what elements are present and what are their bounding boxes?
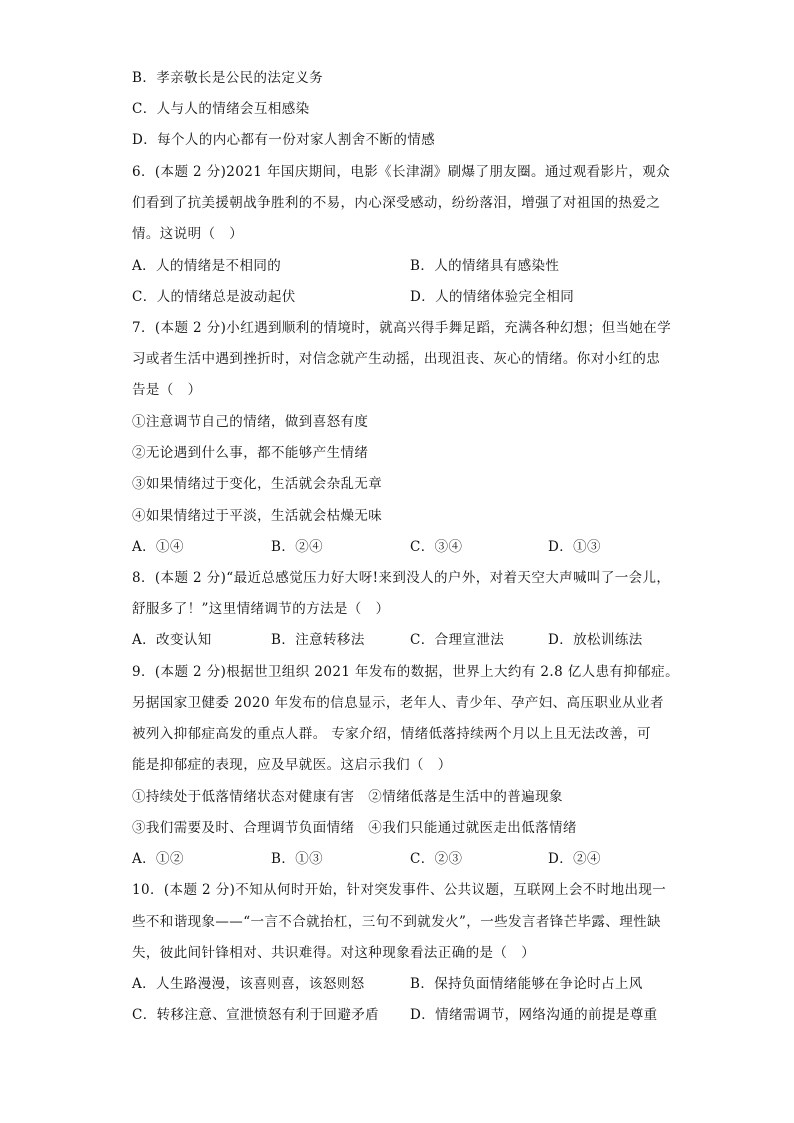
q9-option-a: A．①② bbox=[132, 851, 184, 867]
q10-option-a: A．人生路漫漫，该喜则喜，该怒则怒 bbox=[132, 976, 365, 992]
q7-stem-line: 习或者生活中遇到挫折时，对信念就产生动摇，出现沮丧、灰心的情绪。你对小红的忠 bbox=[132, 351, 661, 367]
q10-stem-line: 失，彼此间针锋相对、共识难得。对这种现象看法正确的是（ ） bbox=[132, 945, 536, 961]
q6-option-d: D．人的情绪体验完全相同 bbox=[410, 289, 575, 305]
q5-option-b: B．孝亲敬长是公民的法定义务 bbox=[132, 70, 324, 86]
q7-option-d: D．①③ bbox=[548, 539, 601, 555]
q6-stem-line: 6．(本题 2 分)2021 年国庆期间，电影《长津湖》刷爆了朋友圈。通过观看影片，观众 bbox=[132, 164, 671, 180]
q9-option-b: B．①③ bbox=[271, 851, 324, 867]
q10-option-b: B．保持负面情绪能够在争论时占上风 bbox=[410, 976, 643, 992]
q8-option-c: C．合理宣泄法 bbox=[410, 632, 505, 648]
q6-stem-line: 情。这说明（ ） bbox=[132, 226, 244, 242]
q7-stem-line: 7．(本题 2 分)小红遇到顺利的情境时，就高兴得手舞足蹈，充满各种幻想；但当她在学 bbox=[132, 320, 672, 336]
q9-statement: ①持续处于低落情绪状态对健康有害 ②情绪低落是生活中的普遍现象 bbox=[132, 789, 563, 805]
q8-option-a: A．改变认知 bbox=[132, 632, 212, 648]
q6-stem-line: 们看到了抗美援朝战争胜利的不易，内心深受感动，纷纷落泪，增强了对祖国的热爱之 bbox=[132, 195, 661, 211]
q6-option-c: C．人的情绪总是波动起伏 bbox=[132, 289, 296, 305]
q7-statement: ④如果情绪过于平淡，生活就会枯燥无味 bbox=[132, 508, 383, 524]
q10-option-d: D．情绪需调节，网络沟通的前提是尊重 bbox=[410, 1007, 658, 1023]
q7-statement: ①注意调节自己的情绪，做到喜怒有度 bbox=[132, 414, 369, 430]
q8-stem-line: 舒服多了！”这里情绪调节的方法是（ ） bbox=[132, 601, 390, 617]
q7-stem-line: 告是（ ） bbox=[132, 382, 202, 398]
q7-option-c: C．③④ bbox=[410, 539, 463, 555]
q9-statement: ③我们需要及时、合理调节负面情绪 ④我们只能通过就医走出低落情绪 bbox=[132, 820, 577, 836]
q8-stem-line: 8．(本题 2 分)“最近总感觉压力好大呀!来到没人的户外，对着天空大声喊叫了一会儿， bbox=[132, 570, 671, 586]
q9-stem-line: 9．(本题 2 分)根据世卫组织 2021 年发布的数据，世界上大约有 2.8 亿人患有抑郁症。 bbox=[132, 664, 679, 680]
q7-statement: ②无论遇到什么事，都不能够产生情绪 bbox=[132, 445, 369, 461]
q7-statement: ③如果情绪过于变化，生活就会杂乱无章 bbox=[132, 476, 383, 492]
q8-option-b: B．注意转移法 bbox=[271, 632, 365, 648]
q6-option-b: B．人的情绪具有感染性 bbox=[410, 258, 560, 274]
q10-stem-line: 10．(本题 2 分)不知从何时开始，针对突发事件、公共议题，互联网上会不时地出现一 bbox=[132, 882, 667, 898]
q10-stem-line: 些不和谐现象——“一言不合就抬杠，三句不到就发火”，一些发言者锋芒毕露、理性缺 bbox=[132, 914, 661, 930]
q9-option-d: D．②④ bbox=[548, 851, 601, 867]
q10-option-c: C．转移注意、宣泄愤怒有利于回避矛盾 bbox=[132, 1007, 380, 1023]
q7-option-b: B．②④ bbox=[271, 539, 324, 555]
q9-option-c: C．②③ bbox=[410, 851, 463, 867]
q6-option-a: A．人的情绪是不相同的 bbox=[132, 258, 282, 274]
q5-option-d: D．每个人的内心都有一份对家人割舍不断的情感 bbox=[132, 132, 436, 148]
q7-option-a: A．①④ bbox=[132, 539, 184, 555]
q8-option-d: D．放松训练法 bbox=[548, 632, 643, 648]
q9-stem-line: 被列入抑郁症高发的重点人群。 专家介绍，情绪低落持续两个月以上且无法改善，可 bbox=[132, 726, 651, 742]
q9-stem-line: 另据国家卫健委 2020 年发布的信息显示，老年人、青少年、孕产妇、高压职业从业者 bbox=[132, 695, 664, 711]
q9-stem-line: 能是抑郁症的表现，应及早就医。这启示我们（ ） bbox=[132, 757, 452, 773]
q5-option-c: C．人与人的情绪会互相感染 bbox=[132, 101, 310, 117]
